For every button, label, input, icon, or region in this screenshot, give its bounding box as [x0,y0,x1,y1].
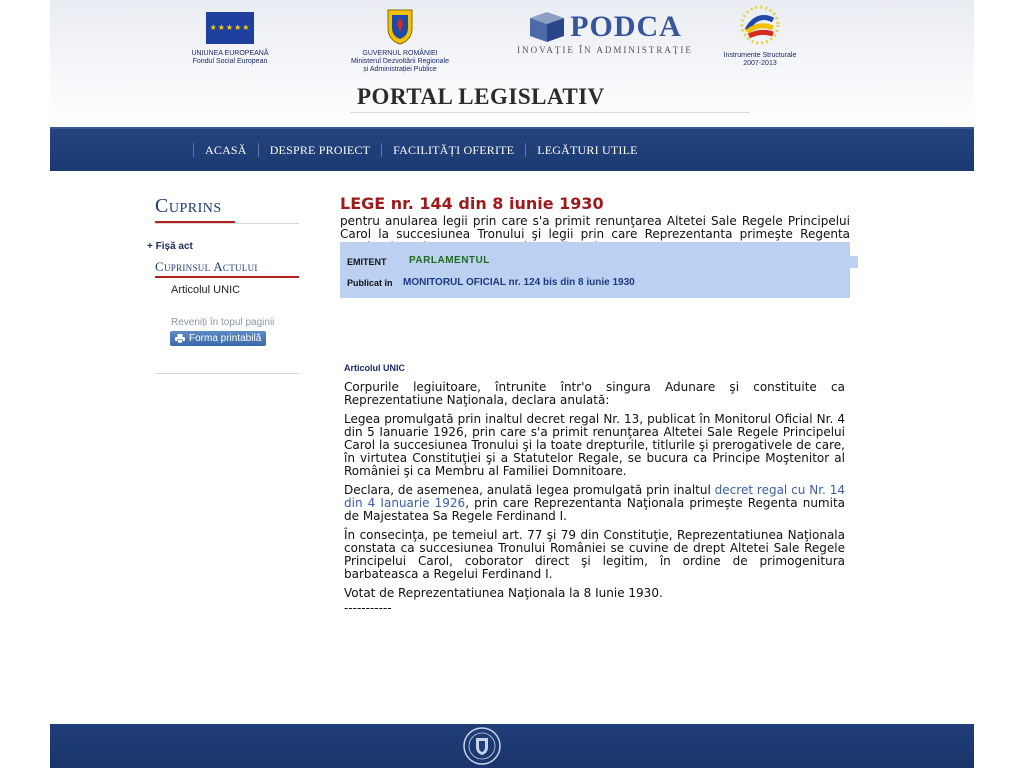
eu-logo-line2: Fondul Social European [192,58,268,65]
back-to-top-link[interactable]: Reveniți în topul paginii [171,317,275,328]
emitent-value: PARLAMENTUL [409,255,490,266]
footer [50,724,974,768]
paragraph-text: , prin care Reprezentanta Naţionala primeşte Regenta numita de Majestatea Sa Regele Ferdinand I. [344,496,845,523]
nav-item-despre-proiect[interactable]: DESPRE PROIECT [258,143,381,157]
law-title: LEGE nr. 144 din 8 iunie 1930 [340,194,604,213]
coat-of-arms-icon [385,6,415,46]
nav-item-facilitati-oferite[interactable]: FACILITĂȚI OFERITE [381,143,525,157]
decret-regal-link[interactable]: decret regal cu Nr. 14 din 4 Ianuarie 1926 [344,483,845,510]
title-divider [350,112,750,113]
paragraph-text: Declara, de asemenea, anulată legea promulgată prin inaltul [344,483,715,497]
article-paragraph: Votat de Reprezentatiunea Naţionala la 8 Iunie 1930. [344,586,663,600]
print-button[interactable] [170,331,266,346]
cuprins-divider [155,223,299,224]
podca-cube-icon [528,10,566,44]
gov-logo-line3: și Administrației Publice [363,66,437,73]
fisa-act-link[interactable]: + Fișă act [147,241,193,252]
emitent-label: EMITENT [347,257,387,267]
law-metadata-box [340,242,850,298]
article-body [344,381,845,615]
podca-name: PODCA [570,10,682,43]
page [50,0,974,768]
podca-logo [490,6,720,54]
printer-icon [175,334,185,343]
article-paragraph [344,484,845,523]
article-end-dashes: ----------- [344,601,392,615]
cuprins-title: Cuprins [155,195,222,217]
structural-instruments-icon [737,2,783,48]
government-logo [320,6,480,74]
main-content [340,194,850,615]
instr-logo-line1: Instrumente Structurale [723,52,797,59]
cuprinsul-actului-rule [155,276,299,278]
main-nav [50,127,974,171]
government-seal-icon [462,726,502,766]
articol-heading: Articolul UNIC [344,363,406,373]
eu-flag-icon: ★★★★★ [206,12,254,44]
gov-logo-line1: GUVERNUL ROMÂNIEI [362,50,438,57]
cuprinsul-actului-heading: Cuprinsul Actului [155,259,258,274]
instr-logo-line2: 2007-2013 [743,60,777,67]
publicat-label: Publicat în [347,278,393,288]
gov-logo-line2: Ministerul Dezvoltării Regionale [350,58,450,65]
podca-tagline: INOVAȚIE ÎN ADMINISTRAȚIE [517,45,693,55]
nav-item-acasa[interactable]: ACASĂ [193,143,258,157]
eu-logo [160,12,300,66]
publicat-value: MONITORUL OFICIAL nr. 124 bis din 8 iunie 1930 [403,277,635,288]
sidebar-bottom-divider [155,373,299,374]
header [50,0,974,127]
article-paragraph: În consecinţa, pe temeiul art. 77 şi 79 din Constituţie, Reprezentatiunea Naţionala constata ca succesiunea Tronului României se cuvine de drept Altetei Sale Regele Principelui Carol, coborator direct şi legitim, în ordine de primogenitura barbateasca a Regelui Ferdinand I. [344,528,845,581]
portal-title: PORTAL LEGISLATIV [357,84,605,109]
structural-instruments-logo [690,2,830,68]
article-paragraph: Legea promulgată prin inaltul decret regal Nr. 13, publicat în Monitorul Oficial Nr. 4 din 5 Ianuarie 1926, prin care s'a primit renunţarea Altetei Sale Regele Principelui Carol la succesiunea Tronului şi la toate drepturile, titlurile şi prerogativele de care, în virtutea Constituţiei şi a Statutelor Regale, se bucura ca Principe Moştenitor al României şi ca Membru al Familiei Domnitoare. [344,412,845,478]
article-paragraph: Corpurile legiuitoare, întrunite într'o singura Adunare şi constituite ca Reprezentatiune Naţionala, declara anulată: [344,380,845,407]
print-button-label: Forma printabilă [189,333,262,344]
eu-logo-line1: UNIUNEA EUROPEANĂ [191,50,269,57]
articol-unic-link[interactable]: Articolul UNIC [171,284,241,296]
nav-item-legaturi-utile[interactable]: LEGĂTURI UTILE [525,143,648,157]
law-subtitle: pentru anularea legii prin care s'a primit renunţarea Altetei Sale Regele Principelui Carol la succesiunea Tronului şi legii prin care Reprezentanta primeşte Regenta [340,214,850,241]
sidebar [147,195,299,374]
